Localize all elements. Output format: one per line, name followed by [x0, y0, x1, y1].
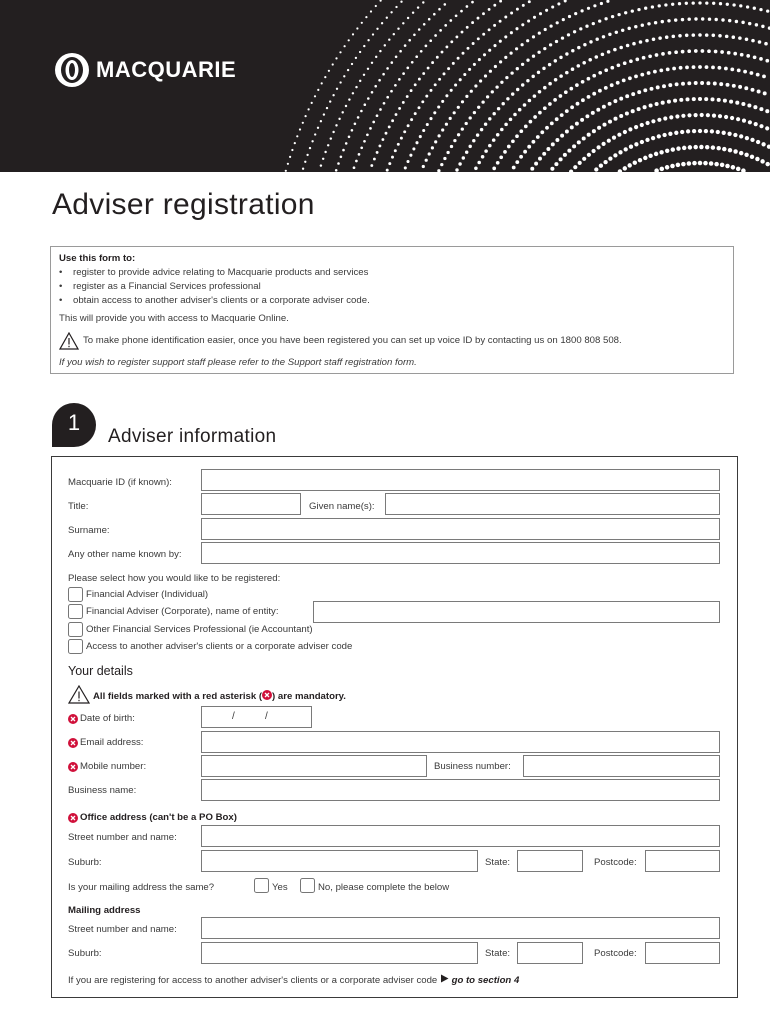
- office-state-label: State:: [485, 857, 511, 868]
- mandatory-note-post: ) are mandatory.: [272, 691, 346, 702]
- required-asterisk-icon: [68, 738, 78, 748]
- arrow-right-icon: [440, 974, 449, 983]
- mailing-postcode-label: Postcode:: [594, 948, 637, 959]
- intro-bullet: • obtain access to another adviser's clients or a corporate adviser code.: [59, 294, 725, 308]
- page-title: Adviser registration: [52, 188, 315, 221]
- intro-bullets: [59, 266, 725, 308]
- office-state-input[interactable]: [517, 850, 583, 872]
- required-asterisk-icon: [68, 714, 78, 724]
- macquarie-id-input[interactable]: [201, 469, 720, 491]
- given-names-label: Given name(s):: [309, 501, 375, 512]
- intro-bullet: • register to provide advice relating to Macquarie products and services: [59, 266, 725, 280]
- mailing-street-label: Street number and name:: [68, 924, 177, 935]
- email-input[interactable]: [201, 731, 720, 753]
- access-note: This will provide you with access to Macquarie Online.: [59, 313, 289, 324]
- required-asterisk-icon: [262, 690, 272, 700]
- corporate-checkbox[interactable]: [68, 604, 83, 619]
- office-suburb-label: Suburb:: [68, 857, 102, 868]
- section-title: Adviser information: [108, 426, 277, 447]
- your-details-heading: Your details: [68, 664, 133, 678]
- individual-option-label: Financial Adviser (Individual): [86, 589, 209, 600]
- business-name-input[interactable]: [201, 779, 720, 801]
- intro-bullet: • register as a Financial Services professional: [59, 280, 725, 294]
- other-name-input[interactable]: [201, 542, 720, 564]
- mandatory-note-pre: All fields marked with a red asterisk (: [93, 691, 263, 702]
- same-mailing-yes-label: Yes: [272, 882, 288, 893]
- mailing-suburb-label: Suburb:: [68, 948, 102, 959]
- voice-id-note: [59, 332, 725, 350]
- mandatory-note: [93, 690, 346, 702]
- individual-checkbox[interactable]: [68, 587, 83, 602]
- dob-label: Date of birth:: [80, 713, 135, 724]
- dob-input[interactable]: [201, 706, 312, 728]
- warning-icon: [59, 332, 79, 350]
- intro-lead: Use this form to:: [59, 253, 136, 264]
- other-professional-checkbox[interactable]: [68, 622, 83, 637]
- other-option-label: Other Financial Services Professional (ie Accountant): [86, 624, 313, 635]
- header-banner: [0, 0, 770, 172]
- mailing-state-input[interactable]: [517, 942, 583, 964]
- voice-id-text: To make phone identification easier, once you have been registered you can set up voice ID by contacting us on 1800 808 508.: [83, 335, 622, 346]
- mailing-state-label: State:: [485, 948, 511, 959]
- date-separator: /: [265, 711, 268, 722]
- office-street-label: Street number and name:: [68, 832, 177, 843]
- given-names-input[interactable]: [385, 493, 720, 515]
- go-to-section-4: go to section 4: [451, 975, 520, 986]
- email-label: Email address:: [80, 737, 144, 748]
- warning-icon: [68, 685, 90, 704]
- mailing-address-heading: Mailing address: [68, 905, 141, 916]
- office-postcode-label: Postcode:: [594, 857, 637, 868]
- support-staff-note: If you wish to register support staff please refer to the Support staff registration form.: [59, 357, 417, 368]
- title-input[interactable]: [201, 493, 301, 515]
- corporate-option-label: Financial Adviser (Corporate), name of entity:: [86, 606, 279, 617]
- mailing-suburb-input[interactable]: [201, 942, 478, 964]
- mailing-postcode-input[interactable]: [645, 942, 720, 964]
- macquarie-logo: [54, 52, 236, 88]
- office-suburb-input[interactable]: [201, 850, 478, 872]
- office-street-input[interactable]: [201, 825, 720, 847]
- office-postcode-input[interactable]: [645, 850, 720, 872]
- same-mailing-no-label: No, please complete the below: [318, 882, 450, 893]
- same-mailing-question: Is your mailing address the same?: [68, 882, 215, 893]
- required-asterisk-icon: [68, 762, 78, 772]
- section4-note: [68, 974, 519, 986]
- business-name-label: Business name:: [68, 785, 137, 796]
- business-number-input[interactable]: [523, 755, 720, 777]
- title-label: Title:: [68, 501, 89, 512]
- section-number: 1: [52, 403, 96, 447]
- mobile-input[interactable]: [201, 755, 427, 777]
- mobile-label: Mobile number:: [80, 761, 147, 772]
- access-checkbox[interactable]: [68, 639, 83, 654]
- entity-name-input[interactable]: [313, 601, 720, 623]
- required-asterisk-icon: [68, 813, 78, 823]
- date-separator: /: [232, 711, 235, 722]
- macquarie-logo-icon: [54, 52, 90, 88]
- macquarie-id-label: Macquarie ID (if known):: [68, 477, 172, 488]
- register-prompt: Please select how you would like to be registered:: [68, 573, 281, 584]
- business-number-label: Business number:: [434, 761, 511, 772]
- intro-box: [50, 246, 734, 374]
- mailing-street-input[interactable]: [201, 917, 720, 939]
- same-mailing-no-checkbox[interactable]: [300, 878, 315, 893]
- section4-note-text: If you are registering for access to another adviser's clients or a corporate adviser code: [68, 975, 438, 986]
- surname-input[interactable]: [201, 518, 720, 540]
- office-address-heading: Office address (can't be a PO Box): [80, 812, 237, 823]
- access-option-label: Access to another adviser's clients or a corporate adviser code: [86, 641, 353, 652]
- surname-label: Surname:: [68, 525, 110, 536]
- other-name-label: Any other name known by:: [68, 549, 182, 560]
- adviser-information-form: [51, 456, 738, 998]
- brand-name: MACQUARIE: [96, 57, 237, 82]
- same-mailing-yes-checkbox[interactable]: [254, 878, 269, 893]
